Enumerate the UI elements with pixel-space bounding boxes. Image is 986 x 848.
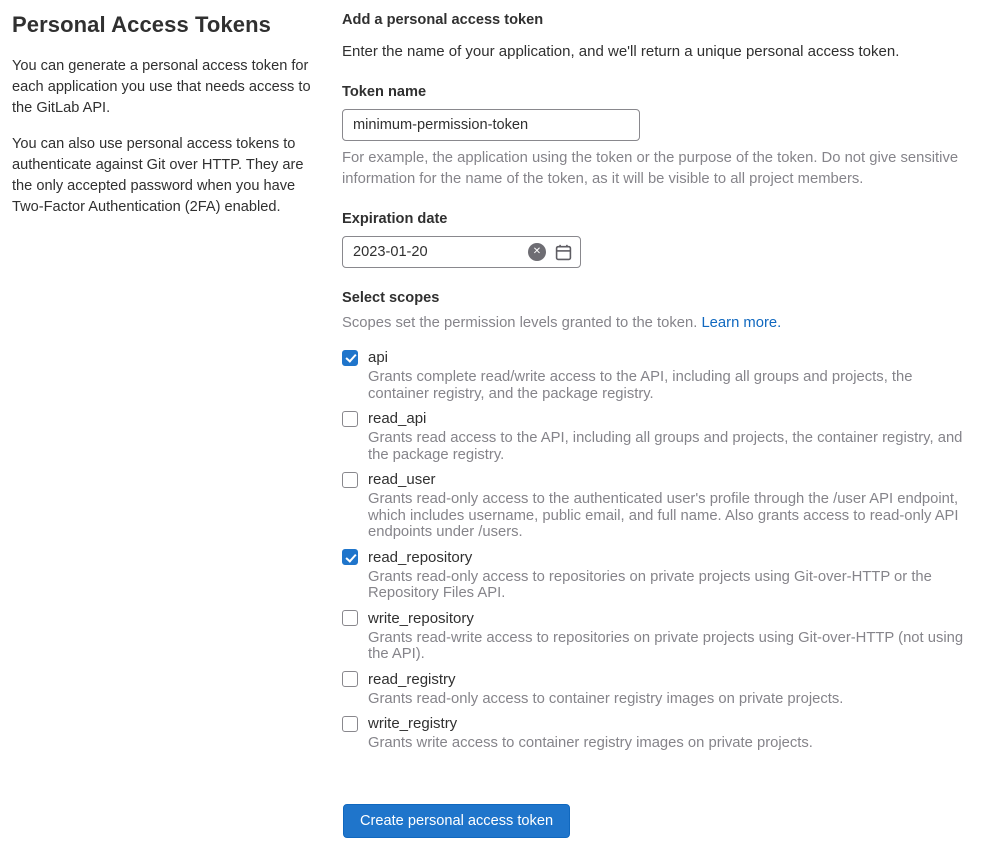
scopes-section [342, 290, 974, 752]
token-form [342, 10, 974, 838]
scope-row-read-registry [342, 671, 974, 708]
scope-write-registry-checkbox[interactable] [342, 716, 358, 732]
token-name-help: For example, the application using the token or the purpose of the token. Do not give sensitive information for the name of the token, as it will be visible to all project members. [342, 150, 959, 187]
scope-row-write-registry [342, 715, 974, 752]
intro-paragraph-1: You can generate a personal access token for each application you use that needs access to the GitLab API. [12, 58, 311, 116]
scope-write-repository-description: Grants read-write access to repositories on private projects using Git-over-HTTP (not using the API). [368, 629, 964, 662]
intro-paragraph-2: You can also use personal access tokens to authenticate against Git over HTTP. They are the only accepted password when you have Two-Factor Authentication (2FA) enabled. [12, 136, 304, 215]
scope-write-registry-clickarea[interactable] [342, 715, 974, 732]
form-heading: Add a personal access token [342, 12, 544, 28]
scope-read-repository-description: Grants read-only access to repositories on private projects using Git-over-HTTP or the Repository Files API. [368, 568, 932, 601]
select-scopes-label: Select scopes [342, 290, 440, 306]
scope-read-registry-description: Grants read-only access to container registry images on private projects. [368, 690, 844, 707]
scope-row-write-repository [342, 610, 974, 663]
scope-write-repository-label: write_repository [368, 609, 474, 627]
scope-write-repository-clickarea[interactable] [342, 610, 974, 627]
scope-api-clickarea[interactable] [342, 349, 974, 366]
scopes-help-text: Scopes set the permission levels granted to the token. [342, 315, 698, 331]
calendar-icon[interactable] [555, 244, 572, 261]
scope-api-label: api [368, 349, 389, 366]
scope-read-repository-checkbox[interactable] [342, 549, 358, 565]
scope-api-description: Grants complete read/write access to the API, including all groups and projects, the container registry, and the package registry. [368, 369, 913, 402]
scope-read-registry-label: read_registry [368, 670, 456, 688]
scope-read-registry-clickarea[interactable] [342, 671, 974, 688]
date-field-icons [528, 236, 572, 268]
token-name-label: Token name [342, 84, 427, 100]
scope-read-api-checkbox[interactable] [342, 411, 358, 427]
scope-read-repository-label: read_repository [368, 548, 473, 566]
scope-read-user-description: Grants read-only access to the authenticated user's profile through the /user API endpoint, which includes username, public email, and full name. Also grants access to read-only API endpoints under /users. [368, 491, 959, 540]
scope-write-repository-checkbox[interactable] [342, 610, 358, 626]
token-name-section [342, 84, 974, 189]
scope-read-user-checkbox[interactable] [342, 472, 358, 488]
scope-read-user-clickarea[interactable] [342, 471, 974, 488]
scope-api-checkbox[interactable] [342, 350, 358, 366]
scope-row-read-repository [342, 549, 974, 602]
expiration-section [342, 211, 974, 268]
scopes-help [342, 315, 974, 331]
scope-read-repository-clickarea[interactable] [342, 549, 974, 566]
scope-row-read-api [342, 410, 974, 463]
learn-more-link[interactable]: Learn more. [701, 315, 782, 331]
scope-read-registry-checkbox[interactable] [342, 671, 358, 687]
scope-row-api [342, 349, 974, 402]
scope-row-read-user [342, 471, 974, 541]
page-title: Personal Access Tokens [12, 12, 271, 37]
scope-read-api-clickarea[interactable] [342, 410, 974, 427]
create-token-button[interactable]: Create personal access token [343, 804, 570, 838]
scope-write-registry-label: write_registry [368, 715, 458, 732]
scope-read-api-description: Grants read access to the API, including all groups and projects, the container registry, and the package registry. [368, 430, 963, 463]
scope-read-api-label: read_api [368, 410, 427, 427]
clear-date-icon[interactable]: ✕ [528, 243, 546, 261]
form-subheading: Enter the name of your application, and we'll return a unique personal access token. [342, 43, 900, 60]
scope-read-user-label: read_user [368, 471, 436, 488]
token-name-input[interactable] [342, 109, 640, 141]
expiration-date-field [342, 236, 581, 268]
scope-write-registry-description: Grants write access to container registry images on private projects. [368, 735, 813, 751]
description-panel [12, 10, 312, 838]
expiration-label: Expiration date [342, 211, 448, 227]
